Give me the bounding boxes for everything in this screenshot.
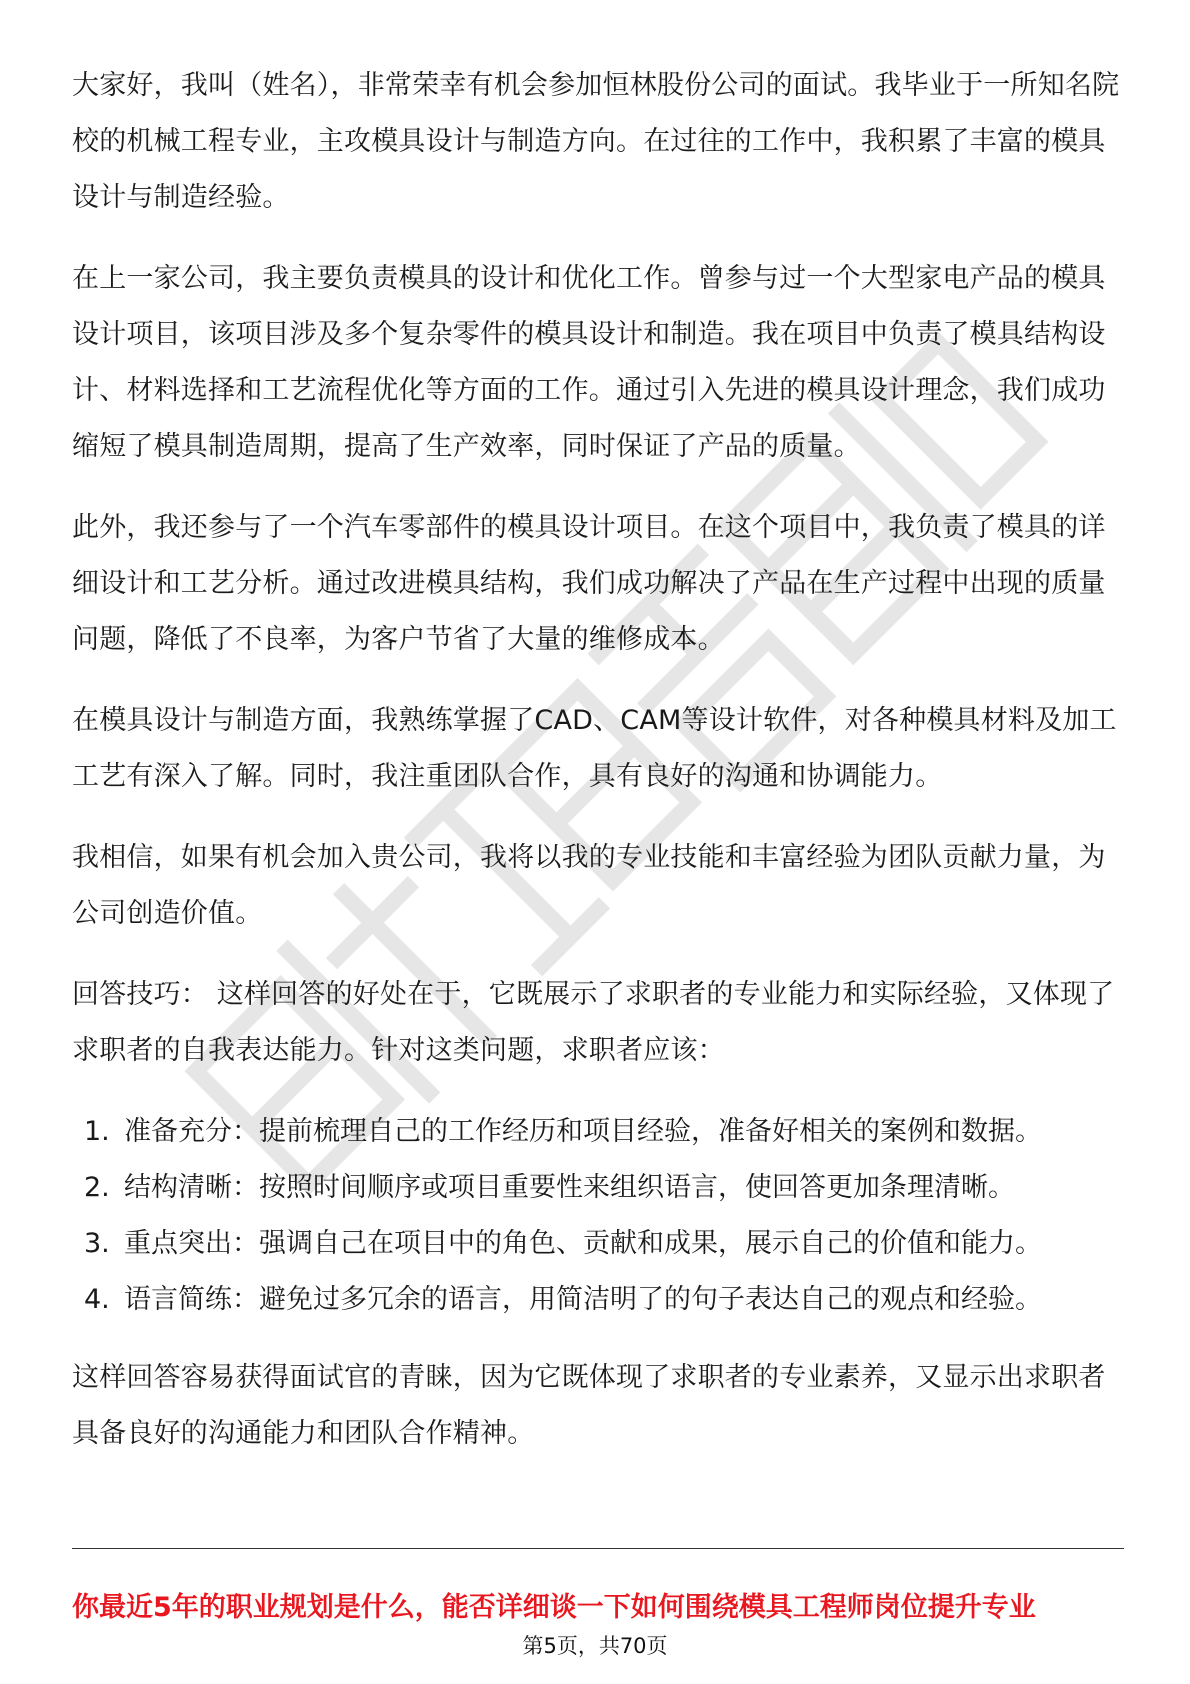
tips-intro-paragraph: 回答技巧： 这样回答的好处在于，它既展示了求职者的专业能力和实际经验，又体现了求职者的自我表达能力。针对这类问题，求职者应该： bbox=[72, 979, 1115, 1066]
list-item-number: 3. bbox=[84, 1228, 110, 1259]
list-item bbox=[72, 1272, 1124, 1328]
list-item-text: 结构清晰：按照时间顺序或项目重要性来组织语言，使回答更加条理清晰。 bbox=[124, 1172, 1015, 1203]
list-item-number: 2. bbox=[84, 1172, 110, 1203]
conclusion-paragraph: 我相信，如果有机会加入贵公司，我将以我的专业技能和丰富经验为团队贡献力量，为公司创造价值。 bbox=[72, 842, 1106, 929]
section-divider bbox=[72, 1548, 1124, 1549]
project-paragraph: 此外，我还参与了一个汽车零部件的模具设计项目。在这个项目中，我负责了模具的详细设计和工艺分析。通过改进模具结构，我们成功解决了产品在生产过程中出现的质量问题，降低了不良率，为客户节省了大量的维修成本。 bbox=[72, 512, 1106, 655]
list-item bbox=[72, 1216, 1124, 1272]
main-content bbox=[72, 58, 1124, 1487]
list-item bbox=[72, 1160, 1124, 1216]
next-question-heading: 你最近5年的职业规划是什么，能否详细谈一下如何围绕模具工程师岗位提升专业 bbox=[72, 1592, 1036, 1623]
experience-paragraph: 在上一家公司，我主要负责模具的设计和优化工作。曾参与过一个大型家电产品的模具设计项目，该项目涉及多个复杂零件的模具设计和制造。我在项目中负责了模具结构设计、材料选择和工艺流程优化等方面的工作。通过引入先进的模具设计理念，我们成功缩短了模具制造周期，提高了生产效率，同时保证了产品的质量。 bbox=[72, 263, 1106, 462]
list-item-text: 准备充分：提前梳理自己的工作经历和项目经验，准备好相关的案例和数据。 bbox=[124, 1116, 1042, 1147]
list-item-number: 1. bbox=[84, 1116, 110, 1147]
list-item bbox=[72, 1104, 1124, 1160]
intro-paragraph: 大家好，我叫（姓名），非常荣幸有机会参加恒林股份公司的面试。我毕业于一所知名院校的机械工程专业，主攻模具设计与制造方向。在过往的工作中，我积累了丰富的模具设计与制造经验。 bbox=[72, 70, 1120, 213]
list-item-text: 语言简练：避免过多冗余的语言，用简洁明了的句子表达自己的观点和经验。 bbox=[124, 1284, 1042, 1315]
tips-list bbox=[72, 1104, 1124, 1328]
skills-paragraph: 在模具设计与制造方面，我熟练掌握了CAD、CAM等设计软件，对各种模具材料及加工工艺有深入了解。同时，我注重团队合作，具有良好的沟通和协调能力。 bbox=[72, 705, 1117, 792]
closing-paragraph: 这样回答容易获得面试官的青睐，因为它既体现了求职者的专业素养，又显示出求职者具备良好的沟通能力和团队合作精神。 bbox=[72, 1362, 1106, 1449]
list-item-text: 重点突出：强调自己在项目中的角色、贡献和成果，展示自己的价值和能力。 bbox=[124, 1228, 1042, 1259]
page-footer: 第5页，共70页 bbox=[522, 1634, 668, 1658]
list-item-number: 4. bbox=[84, 1284, 110, 1315]
